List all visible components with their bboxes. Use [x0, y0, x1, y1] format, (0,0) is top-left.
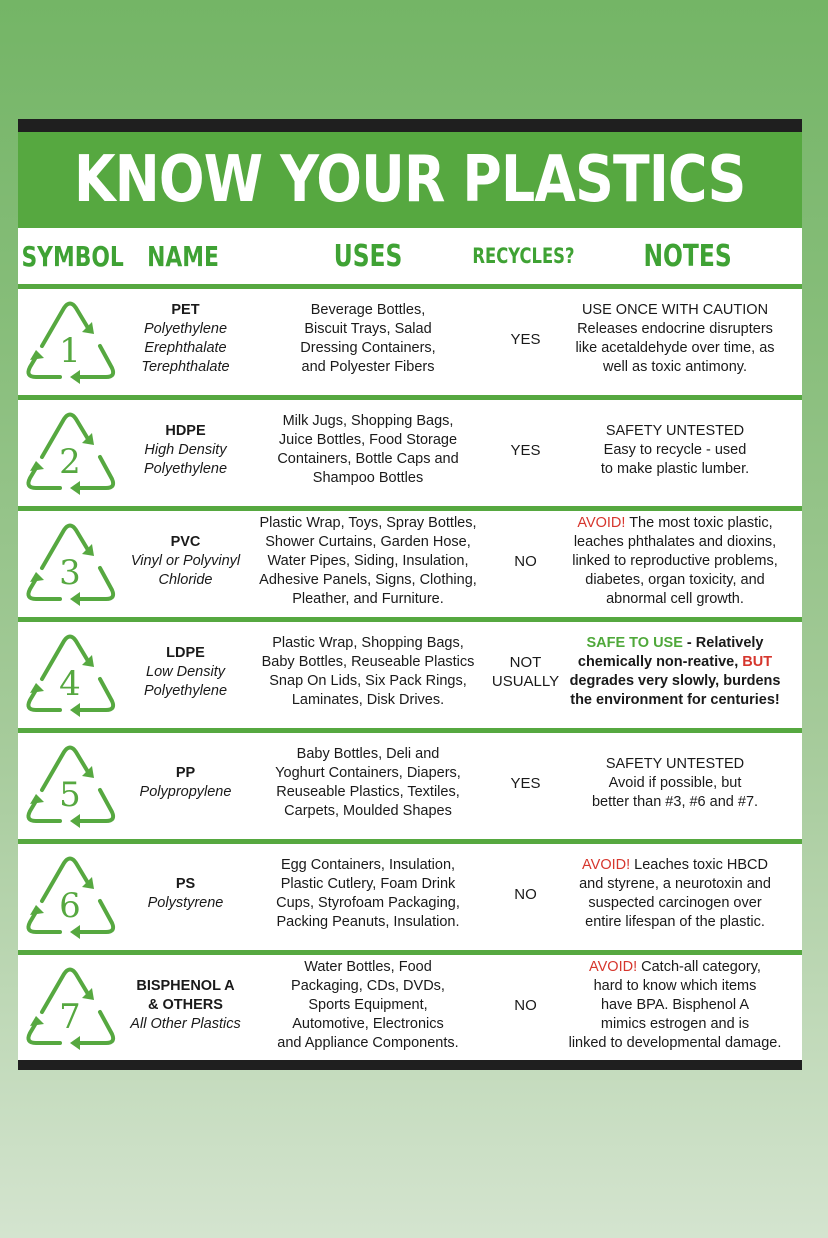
notes-line: diabetes, organ toxicity, and	[585, 571, 765, 588]
notes-cell	[548, 622, 802, 722]
notes-first-line	[586, 634, 763, 653]
recycles-value: YES	[510, 441, 541, 459]
recycle-triangle-icon	[20, 849, 120, 943]
safe-label: SAFE TO USE	[586, 635, 683, 651]
name-cell	[118, 733, 253, 833]
uses-line: and Appliance Components.	[277, 1034, 459, 1051]
uses-line: Beverage Bottles,	[310, 302, 426, 318]
name-cell	[118, 844, 253, 944]
name-cell	[118, 289, 253, 389]
uses-line: Sports Equipment,	[308, 996, 428, 1013]
notes-line: Easy to recycle - used	[603, 441, 747, 458]
recycle-triangle-icon	[20, 294, 120, 388]
notes-line: Releases endocrine disrupters	[577, 321, 773, 337]
uses-cell	[243, 289, 493, 389]
notes-line: linked to reproductive problems,	[572, 552, 778, 569]
chemical-name-line: Chloride	[158, 571, 213, 588]
notes-line: abnormal cell growth.	[606, 590, 744, 607]
notes-heading: SAFETY UNTESTED	[605, 422, 745, 439]
notes-cell	[548, 289, 802, 389]
uses-line: Packaging, CDs, DVDs,	[291, 977, 445, 994]
symbol-cell	[20, 849, 120, 943]
notes-line: linked to developmental damage.	[568, 1034, 782, 1051]
avoid-warning: AVOID!	[577, 514, 626, 531]
table-row	[18, 284, 802, 395]
plastic-code: PS	[175, 876, 196, 892]
avoid-warning: AVOID!	[582, 857, 631, 873]
plastic-code-line2: & OTHERS	[148, 996, 223, 1013]
uses-line: Shower Curtains, Garden Hose,	[265, 533, 471, 550]
poster-title: KNOW YOUR PLASTICS	[74, 143, 746, 217]
notes-cell	[548, 844, 802, 944]
recycles-value: YES	[510, 774, 541, 792]
table-row	[18, 617, 802, 728]
notes-first-line	[577, 514, 772, 533]
notes-line: Avoid if possible, but	[608, 774, 742, 791]
notes-cell	[548, 733, 802, 833]
uses-line: Plastic Wrap, Shopping Bags,	[272, 635, 464, 651]
table-row	[18, 950, 802, 1061]
header-notes: NOTES	[643, 238, 733, 274]
notes-first-line	[589, 958, 761, 977]
notes-cell	[548, 511, 802, 611]
chemical-name-line: Low Density	[146, 663, 225, 680]
symbol-cell	[20, 516, 120, 610]
title-band	[18, 132, 802, 228]
bottom-bar	[18, 1060, 802, 1070]
notes-line: degrades very slowly, burdens	[569, 673, 781, 689]
recycles-value: NO	[514, 552, 537, 570]
uses-line: Dressing Containers,	[300, 340, 436, 356]
recycle-triangle-icon	[20, 405, 120, 499]
notes-line: better than #3, #6 and #7.	[591, 793, 759, 810]
recycle-triangle-icon	[20, 627, 120, 721]
notes-first-text: The most toxic plastic,	[625, 514, 773, 531]
uses-cell	[243, 733, 493, 833]
plastic-code: LDPE	[166, 644, 205, 661]
notes-line: and styrene, a neurotoxin and	[579, 876, 771, 892]
but-label: BUT	[742, 654, 773, 670]
symbol-cell	[20, 405, 120, 499]
symbol-cell	[20, 627, 120, 721]
uses-line: Baby Bottles, Reuseable Plastics	[261, 654, 475, 670]
notes-second-text: chemically non-reative,	[577, 654, 743, 670]
chemical-name-line: High Density	[144, 441, 227, 458]
notes-first-text: Leaches toxic HBCD	[630, 857, 768, 873]
notes-heading: USE ONCE WITH CAUTION	[581, 302, 769, 318]
uses-line: Baby Bottles, Deli and	[296, 746, 440, 762]
uses-line: Adhesive Panels, Signs, Clothing,	[259, 571, 477, 588]
uses-line: Plastic Wrap, Toys, Spray Bottles,	[259, 514, 477, 531]
notes-line: well as toxic antimony.	[603, 359, 747, 375]
chemical-name-line: Polystyrene	[147, 895, 224, 911]
notes-line: have BPA. Bisphenol A	[600, 996, 750, 1013]
plastic-code: PVC	[170, 533, 201, 550]
recycle-triangle-icon	[20, 960, 120, 1054]
notes-line: entire lifespan of the plastic.	[585, 914, 765, 930]
name-cell	[118, 400, 253, 500]
header-name: NAME	[147, 239, 219, 273]
recycles-value: NO	[514, 996, 537, 1014]
uses-line: and Polyester Fibers	[301, 359, 435, 375]
resin-code-number: 4	[59, 664, 81, 704]
uses-cell	[243, 511, 493, 611]
table-row	[18, 728, 802, 839]
name-cell	[118, 955, 253, 1055]
uses-line: Automotive, Electronics	[292, 1015, 444, 1032]
table-header	[18, 228, 802, 284]
uses-line: Containers, Bottle Caps and	[277, 451, 459, 467]
uses-line: Yoghurt Containers, Diapers,	[275, 765, 461, 781]
uses-line: Carpets, Moulded Shapes	[284, 803, 452, 819]
uses-line: Reuseable Plastics, Textiles,	[276, 784, 460, 800]
chemical-name-line: Polypropylene	[139, 784, 232, 800]
notes-line: like acetaldehyde over time, as	[575, 340, 775, 356]
table-row	[18, 506, 802, 617]
plastic-code: HDPE	[165, 422, 206, 439]
recycles-value: NO	[514, 885, 537, 903]
chemical-name-line: Polyethylene	[143, 682, 228, 699]
table-row	[18, 395, 802, 506]
notes-line: leaches phthalates and dioxins,	[573, 533, 777, 550]
plastic-code: PET	[171, 302, 200, 318]
chemical-name-line: Polyethylene	[143, 460, 228, 477]
uses-cell	[243, 955, 493, 1055]
notes-line: to make plastic lumber.	[600, 460, 750, 477]
uses-line: Egg Containers, Insulation,	[280, 857, 456, 873]
chemical-name-line: Terephthalate	[141, 359, 230, 375]
uses-line: Cups, Styrofoam Packaging,	[276, 895, 460, 911]
uses-cell	[243, 622, 493, 722]
plastic-code: BISPHENOL A	[136, 977, 235, 994]
recycle-triangle-icon	[20, 516, 120, 610]
chemical-name-line: Vinyl or Polyvinyl	[130, 552, 241, 569]
notes-line: the environment for centuries!	[570, 692, 780, 708]
notes-first-line	[582, 856, 768, 875]
uses-line: Biscuit Trays, Salad	[304, 321, 432, 337]
resin-code-number: 7	[59, 997, 81, 1037]
header-recycles: RECYCLES?	[471, 244, 575, 268]
resin-code-number: 1	[59, 331, 81, 371]
notes-line: hard to know which items	[593, 977, 757, 994]
uses-line: Laminates, Disk Drives.	[291, 692, 445, 708]
recycles-value: USUALLY	[491, 673, 560, 690]
notes-line: mimics estrogen and is	[600, 1015, 750, 1032]
notes-cell	[548, 400, 802, 500]
uses-line: Snap On Lids, Six Pack Rings,	[269, 673, 467, 689]
recycles-value: YES	[510, 330, 541, 348]
uses-line: Shampoo Bottles	[312, 470, 424, 486]
recycle-triangle-icon	[20, 738, 120, 832]
notes-cell	[548, 955, 802, 1055]
uses-line: Water Bottles, Food	[304, 958, 432, 975]
plastics-poster	[18, 119, 802, 1070]
name-cell	[118, 622, 253, 722]
notes-first-text: Catch-all category,	[637, 958, 761, 975]
name-cell	[118, 511, 253, 611]
header-uses: USES	[333, 238, 403, 274]
recycles-value: NOT	[509, 654, 542, 671]
avoid-warning: AVOID!	[589, 958, 638, 975]
symbol-cell	[20, 738, 120, 832]
notes-second-line	[578, 653, 772, 672]
top-bar	[18, 119, 802, 132]
uses-line: Milk Jugs, Shopping Bags,	[282, 413, 454, 429]
table-row	[18, 839, 802, 950]
uses-line: Pleather, and Furniture.	[292, 590, 444, 607]
chemical-name-line: Polyethylene	[143, 321, 228, 337]
header-symbol: SYMBOL	[21, 239, 125, 273]
uses-cell	[243, 400, 493, 500]
notes-line: suspected carcinogen over	[588, 895, 762, 911]
uses-line: Juice Bottles, Food Storage	[278, 432, 458, 448]
symbol-cell	[20, 294, 120, 388]
symbol-cell	[20, 960, 120, 1054]
uses-line: Packing Peanuts, Insulation.	[276, 914, 460, 930]
uses-cell	[243, 844, 493, 944]
notes-heading: SAFETY UNTESTED	[605, 755, 745, 772]
resin-code-number: 6	[59, 886, 81, 926]
notes-first-text: - Relatively	[682, 635, 764, 651]
uses-line: Plastic Cutlery, Foam Drink	[280, 876, 456, 892]
chemical-name-line: All Other Plastics	[130, 1015, 241, 1032]
plastic-code: PP	[175, 765, 196, 781]
resin-code-number: 5	[59, 775, 81, 815]
uses-line: Water Pipes, Siding, Insulation,	[267, 552, 469, 569]
resin-code-number: 3	[59, 553, 81, 593]
chemical-name-line: Erephthalate	[144, 340, 227, 356]
resin-code-number: 2	[59, 442, 81, 482]
